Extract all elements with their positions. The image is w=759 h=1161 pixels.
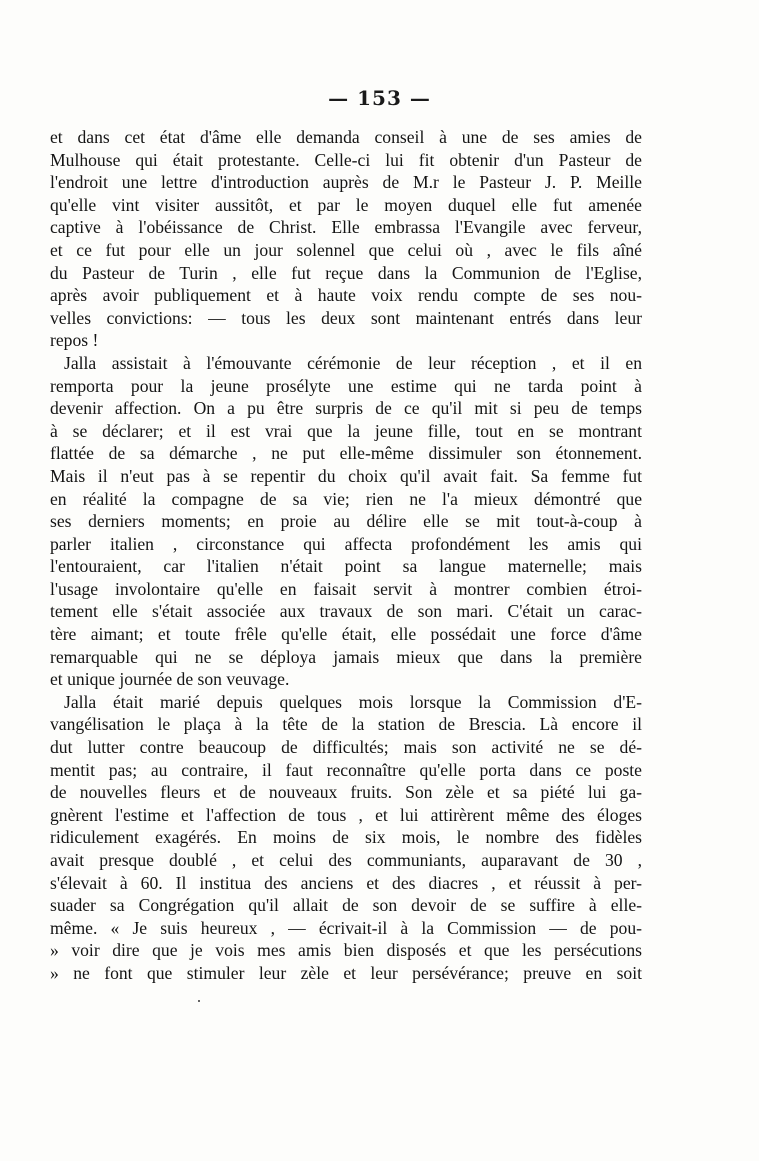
text-line: suader sa Congrégation qu'il allait de son devoir de se suffire à elle- [50,895,642,916]
text-line: parler italien , circonstance qui affecta profondément les amis qui [50,533,642,554]
text-line: du Pasteur de Turin , elle fut reçue dans la Communion de l'Eglise, [50,262,642,283]
text-line: remporta pour la jeune prosélyte une estime qui ne tarda point à [50,375,642,396]
text-line: tère aimant; et toute frêle qu'elle était, elle possédait une force d'âme [50,624,642,645]
text-line: » voir dire que je vois mes amis bien disposés et que les persécutions [50,940,642,961]
text-line: mentit pas; au contraire, il faut reconnaître qu'elle porta dans ce poste [50,759,642,780]
body-text [50,126,642,985]
text-line: et dans cet état d'âme elle demanda conseil à une de ses amies de [50,127,642,147]
text-line: captive à l'obéissance de Christ. Elle embrassa l'Evangile avec ferveur, [50,217,642,238]
ink-speck [198,1000,200,1002]
text-line: repos ! [50,330,99,351]
text-line: velles convictions: — tous les deux sont maintenant entrés dans leur [50,307,642,328]
page-number: — 153 — [328,86,431,110]
text-line: l'endroit une lettre d'introduction auprès de M.r le Pasteur J. P. Meille [50,172,642,193]
text-line: remarquable qui ne se déploya jamais mieux que dans la première [50,646,642,667]
text-line: tement elle s'était associée aux travaux de son mari. C'était un carac- [50,601,642,622]
text-line: Mais il n'eut pas à se repentir du choix qu'il avait fait. Sa femme fut [50,465,642,486]
text-line: dut lutter contre beaucoup de difficultés; mais son activité ne se dé- [50,737,642,758]
text-line: en réalité la compagne de sa vie; rien ne l'a mieux démontré que [50,488,642,509]
text-line: ridiculement exagérés. En moins de six mois, le nombre des fidèles [50,827,642,848]
text-line: ses derniers moments; en proie au délire elle se mit tout-à-coup à [50,511,642,532]
text-line: Mulhouse qui était protestante. Celle-ci lui fit obtenir d'un Pasteur de [50,149,642,170]
text-line: à se déclarer; et il est vrai que la jeune fille, tout en se montrant [50,420,642,441]
text-line: l'entouraient, car l'italien n'était point sa langue maternelle; mais [50,556,642,577]
text-line: l'usage involontaire qu'elle en faisait servit à montrer combien étroi- [50,578,642,599]
text-line: s'élevait à 60. Il institua des anciens et des diacres , et réussit à per- [50,872,642,893]
text-line: avait presque doublé , et celui des communiants, auparavant de 30 , [50,850,642,870]
text-line: » ne font que stimuler leur zèle et leur persévérance; preuve en soit [50,962,642,983]
text-line: Jalla assistait à l'émouvante cérémonie de leur réception , et il en [64,352,642,373]
text-line: après avoir publiquement et à haute voix rendu compte de ses nou- [50,285,642,306]
text-line: et ce fut pour elle un jour solennel que celui où , avec le fils aîné [50,239,642,260]
text-line: flattée de sa démarche , ne put elle-même dissimuler son étonnement. [50,443,642,464]
text-line: de nouvelles fleurs et de nouveaux fruits. Son zèle et sa piété lui ga- [50,782,642,803]
text-line: qu'elle vint visiter aussitôt, et par le moyen duquel elle fut amenée [50,194,642,215]
text-line: et unique journée de son veuvage. [50,669,290,690]
text-line: même. « Je suis heureux , — écrivait-il à la Commission — de pou- [50,917,642,938]
text-line: gnèrent l'estime et l'affection de tous , et lui attirèrent même des éloges [50,804,642,825]
text-line: vangélisation le plaça à la tête de la station de Brescia. Là encore il [50,714,642,735]
text-line: devenir affection. On a pu être surpris de ce qu'il mit si peu de temps [50,398,642,419]
text-line: Jalla était marié depuis quelques mois lorsque la Commission d'E- [64,691,642,712]
